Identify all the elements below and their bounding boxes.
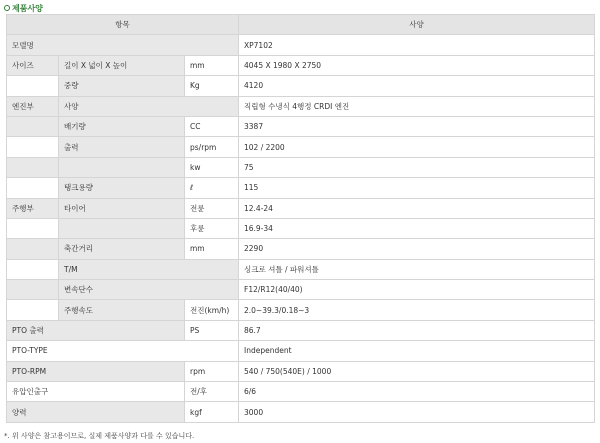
row-value: Independent	[239, 341, 595, 361]
row-group: 주행부	[7, 198, 59, 218]
row-label-empty	[59, 157, 185, 177]
table-row	[7, 259, 595, 279]
section-title-text: 제품사양	[12, 3, 43, 13]
spec-table	[6, 14, 595, 423]
row-group-empty	[7, 157, 59, 177]
table-row	[7, 35, 595, 55]
row-value: 3000	[239, 402, 595, 422]
row-value: 540 / 750(540E) / 1000	[239, 361, 595, 381]
table-row	[7, 137, 595, 157]
table-row	[7, 76, 595, 96]
section-title	[4, 2, 43, 14]
row-label: 타이어	[59, 198, 185, 218]
row-label: PTO-RPM	[7, 361, 185, 381]
row-unit: 전진(km/h)	[185, 300, 239, 320]
row-group-empty	[7, 76, 59, 96]
row-group-empty	[7, 259, 59, 279]
table-row	[7, 361, 595, 381]
row-label-empty	[59, 218, 185, 238]
row-label: 모델명	[7, 35, 239, 55]
row-label: 탱크용량	[59, 178, 185, 198]
row-value: 2290	[239, 239, 595, 259]
header-spec: 사양	[239, 15, 595, 35]
row-unit: 전/후	[185, 382, 239, 402]
table-row	[7, 218, 595, 238]
table-row	[7, 382, 595, 402]
row-unit: kgf	[185, 402, 239, 422]
row-unit: 후륜	[185, 218, 239, 238]
row-value: 75	[239, 157, 595, 177]
table-row	[7, 239, 595, 259]
row-group-empty	[7, 178, 59, 198]
row-label: 유압인출구	[7, 382, 185, 402]
row-label: 주행속도	[59, 300, 185, 320]
row-value: 3387	[239, 116, 595, 136]
row-label: 사양	[59, 96, 239, 116]
row-value: 12.4-24	[239, 198, 595, 218]
header-item: 항목	[7, 15, 239, 35]
table-row	[7, 300, 595, 320]
row-group-empty	[7, 280, 59, 300]
row-value: XP7102	[239, 35, 595, 55]
table-row	[7, 157, 595, 177]
row-unit: ℓ	[185, 178, 239, 198]
row-value: 6/6	[239, 382, 595, 402]
row-unit: Kg	[185, 76, 239, 96]
row-value: 102 / 2200	[239, 137, 595, 157]
bullet-circle-icon	[4, 5, 10, 11]
row-value: 16.9-34	[239, 218, 595, 238]
table-row	[7, 178, 595, 198]
table-row	[7, 55, 595, 75]
row-label: T/M	[59, 259, 239, 279]
row-label: 길이 X 넓이 X 높이	[59, 55, 185, 75]
table-row	[7, 280, 595, 300]
row-value: 2.0~39.3/0.18~3	[239, 300, 595, 320]
row-value: 86.7	[239, 320, 595, 340]
row-label: 변속단수	[59, 280, 239, 300]
row-label: PTO 출력	[7, 320, 185, 340]
footnote: *. 위 사양은 참고용이므로, 실제 제품사양과 다를 수 있습니다.	[4, 432, 195, 440]
row-label: 중량	[59, 76, 185, 96]
row-label: 배기량	[59, 116, 185, 136]
row-group-empty	[7, 137, 59, 157]
row-group-empty	[7, 116, 59, 136]
row-label: 양력	[7, 402, 185, 422]
row-value: 115	[239, 178, 595, 198]
row-value: 4120	[239, 76, 595, 96]
row-unit: kw	[185, 157, 239, 177]
row-group-empty	[7, 300, 59, 320]
table-row	[7, 96, 595, 116]
row-unit: 전륜	[185, 198, 239, 218]
row-group: 사이즈	[7, 55, 59, 75]
table-row	[7, 116, 595, 136]
row-unit: mm	[185, 55, 239, 75]
table-header-row	[7, 15, 595, 35]
row-label: 축간거리	[59, 239, 185, 259]
table-row	[7, 341, 595, 361]
row-value: 직립형 수냉식 4행정 CRDI 엔진	[239, 96, 595, 116]
row-value: 4045 X 1980 X 2750	[239, 55, 595, 75]
row-group-empty	[7, 218, 59, 238]
row-unit: CC	[185, 116, 239, 136]
row-label: PTO-TYPE	[7, 341, 239, 361]
row-unit: ps/rpm	[185, 137, 239, 157]
table-row	[7, 320, 595, 340]
row-unit: PS	[185, 320, 239, 340]
row-label: 출력	[59, 137, 185, 157]
row-value: 싱크로 셔틀 / 파워셔틀	[239, 259, 595, 279]
row-unit: mm	[185, 239, 239, 259]
table-row	[7, 402, 595, 422]
row-group-empty	[7, 239, 59, 259]
row-unit: rpm	[185, 361, 239, 381]
row-group: 엔진부	[7, 96, 59, 116]
table-row	[7, 198, 595, 218]
row-value: F12/R12(40/40)	[239, 280, 595, 300]
